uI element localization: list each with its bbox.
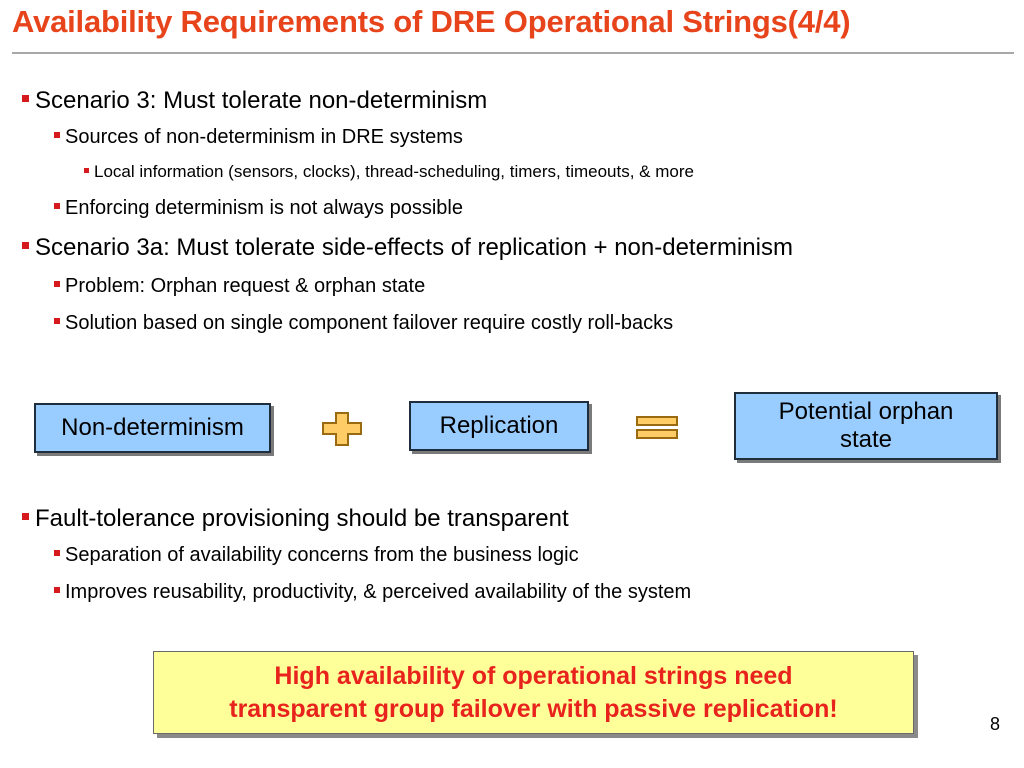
callout-line2: transparent group failover with passive replication! [229, 694, 838, 723]
slide-title: Availability Requirements of DRE Operational Strings(4/4) [12, 4, 851, 39]
non-determinism-box [34, 403, 271, 453]
bullet-item [22, 236, 793, 260]
bullet-square-icon [54, 587, 60, 593]
box-label: Replication [439, 412, 559, 440]
bullet-text: Separation of availability concerns from the business logic [65, 544, 579, 566]
bullet-square-icon [54, 132, 60, 138]
bullet-square-icon [54, 318, 60, 324]
bullet-item [54, 276, 425, 296]
callout-line1: High availability of operational strings need [274, 662, 793, 690]
bullet-item [54, 545, 579, 565]
bullet-text: Scenario 3: Must tolerate non-determinism [35, 87, 488, 114]
bullet-text: Fault-tolerance provisioning should be transparent [35, 505, 569, 532]
bullet-square-icon [54, 550, 60, 556]
box-label: Non-determinism [61, 414, 244, 442]
bullet-square-icon [54, 203, 60, 209]
potential-orphan-state-box [734, 392, 998, 460]
bullet-item [54, 127, 463, 147]
bullet-text: Problem: Orphan request & orphan state [65, 275, 426, 297]
bullet-text: Sources of non-determinism in DRE systems [65, 126, 463, 148]
title-divider [12, 52, 1014, 54]
bullet-square-icon [22, 513, 29, 520]
bullet-square-icon [84, 168, 89, 173]
bullet-item [22, 507, 569, 531]
bullet-item [54, 198, 463, 218]
bullet-square-icon [22, 242, 29, 249]
page-number: 8 [990, 714, 1001, 734]
bullet-item [22, 89, 487, 113]
bullet-square-icon [54, 281, 60, 287]
bullet-item [84, 163, 694, 180]
bullet-text: Solution based on single component failover require costly roll-backs [65, 312, 674, 334]
bullet-text: Improves reusability, productivity, & perceived availability of the system [65, 581, 692, 603]
bullet-text: Scenario 3a: Must tolerate side-effects of replication + non-determinism [35, 234, 793, 261]
bullet-square-icon [22, 95, 29, 102]
replication-box [409, 401, 589, 451]
conclusion-callout [153, 651, 914, 734]
bullet-text: Enforcing determinism is not always possible [65, 197, 463, 219]
plus-icon [322, 412, 362, 446]
box-label-line1: Potential orphan [778, 398, 954, 426]
bullet-text: Local information (sensors, clocks), thread-scheduling, timers, timeouts, & more [94, 162, 694, 181]
equals-icon [636, 415, 678, 441]
bullet-item [54, 313, 673, 333]
bullet-item [54, 582, 691, 602]
box-label-line2: state [839, 426, 893, 453]
